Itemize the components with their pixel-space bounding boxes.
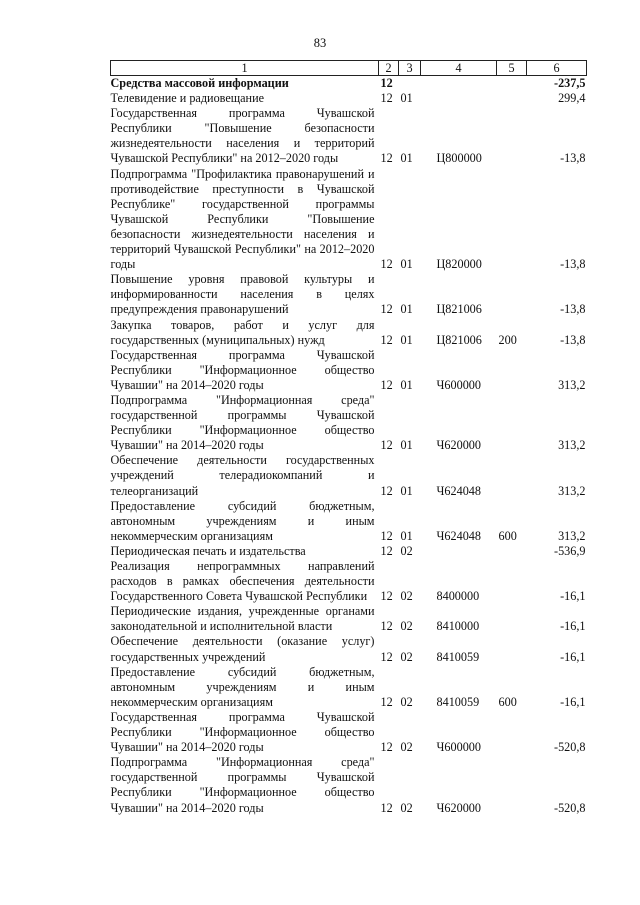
item-name: Обеспечение деятельности государственных учреждений телерадиокомпаний и телеорганизаций (110, 453, 375, 498)
table-row (111, 167, 587, 273)
target-article-code: Ц820000 (436, 257, 482, 272)
table-row (111, 710, 587, 755)
section-code: 12 (380, 619, 393, 634)
section-code: 12 (380, 740, 393, 755)
item-name: Подпрограмма "Информационная среда" государственной программы Чувашской Республики "Информационное общество Чувашии" на 2014–2020 годы (110, 392, 375, 453)
section-code: 12 (380, 76, 393, 90)
table-row (111, 106, 587, 166)
subsection-code: 02 (400, 800, 413, 815)
table-body (111, 76, 587, 816)
subsection-code: 02 (400, 694, 413, 709)
target-article-code: 8410059 (436, 649, 480, 664)
item-name: Средства массовой информации (110, 76, 289, 90)
subsection-code (399, 76, 421, 92)
subsection-code: 01 (400, 377, 413, 392)
expense-type-code (497, 393, 527, 453)
amount-value: -16,1 (560, 619, 586, 634)
subsection-code: 02 (400, 589, 413, 604)
amount-value: 313,2 (558, 377, 586, 392)
expense-type-code (497, 634, 527, 664)
expense-type-code (497, 272, 527, 317)
expense-type-code (497, 348, 527, 393)
expense-type-code (497, 453, 527, 498)
subsection-code: 02 (400, 543, 413, 558)
section-code: 12 (380, 377, 393, 392)
target-article-code: Ч620000 (436, 800, 481, 815)
table-row (111, 544, 587, 559)
expense-type-code (497, 76, 527, 92)
item-name: Обеспечение деятельности (оказание услуг) государственных учреждений (110, 634, 375, 664)
amount-value: -16,1 (560, 649, 586, 664)
amount-value: 313,2 (558, 438, 586, 453)
target-article-code: 8410000 (436, 619, 480, 634)
table-row (111, 91, 587, 106)
table-row (111, 755, 587, 815)
table-row (111, 604, 587, 634)
section-code: 12 (380, 528, 393, 543)
subsection-code: 02 (400, 649, 413, 664)
target-article-code: Ц800000 (436, 151, 482, 166)
page-number: 83 (313, 36, 327, 50)
subsection-code: 01 (400, 483, 413, 498)
section-code: 12 (380, 483, 393, 498)
table-row (111, 272, 587, 317)
amount-value: -13,8 (560, 332, 586, 347)
table-row (111, 76, 587, 92)
section-code: 12 (380, 151, 393, 166)
table-row (111, 499, 587, 544)
table-header-row (111, 61, 587, 76)
target-article-code (421, 544, 497, 559)
target-article-code: Ц821006 (436, 332, 482, 347)
subsection-code: 01 (400, 528, 413, 543)
section-code: 12 (380, 91, 393, 106)
subsection-code: 01 (400, 91, 413, 106)
item-name: Закупка товаров, работ и услуг для государственных (муниципальных) нужд (110, 317, 375, 347)
subsection-code: 01 (400, 257, 413, 272)
expense-type-code: 600 (498, 528, 517, 543)
table-row (111, 453, 587, 498)
item-name: Подпрограмма "Профилактика правонарушений и противодействие преступности в Чувашской Республике" государственной программы Чувашской Республики "Повышение безопасности жизнедеятельности населения и территорий Чувашской Республики" на 2012–2020 годы (110, 166, 375, 272)
item-name: Периодические издания, учрежденные органами законодательной и исполнительной власти (110, 604, 375, 634)
column-header: 1 (111, 61, 379, 76)
target-article-code (421, 76, 497, 92)
target-article-code: Ц821006 (436, 302, 482, 317)
table-row (111, 665, 587, 710)
column-header: 2 (379, 61, 399, 76)
expense-type-code (497, 710, 527, 755)
section-code: 12 (380, 257, 393, 272)
section-code: 12 (380, 649, 393, 664)
column-header: 5 (497, 61, 527, 76)
item-name: Реализация непрограммных направлений расходов в рамках обеспечения деятельности Государственного Совета Чувашской Республики (110, 559, 375, 604)
amount-value: -16,1 (560, 589, 586, 604)
table-row (111, 348, 587, 393)
target-article-code: 8410059 (436, 694, 480, 709)
section-code: 12 (380, 589, 393, 604)
expense-type-code (497, 167, 527, 273)
expense-type-code (497, 559, 527, 604)
expense-type-code: 600 (498, 694, 517, 709)
expense-type-code: 200 (498, 332, 517, 347)
subsection-code: 02 (400, 740, 413, 755)
target-article-code: Ч624048 (436, 528, 481, 543)
item-name: Предоставление субсидий бюджетным, автономным учреждениям и иным некоммерческим организациям (110, 498, 375, 543)
section-code: 12 (380, 800, 393, 815)
column-header: 6 (527, 61, 587, 76)
amount-value: -536,9 (554, 543, 586, 558)
amount-value: 299,4 (558, 91, 586, 106)
subsection-code: 02 (400, 619, 413, 634)
table-row (111, 559, 587, 604)
item-name: Государственная программа Чувашской Республики "Информационное общество Чувашии" на 2014–2020 годы (110, 709, 375, 755)
amount-value: -13,8 (560, 257, 586, 272)
amount-value: -13,8 (560, 302, 586, 317)
target-article-code: Ч600000 (436, 377, 481, 392)
budget-table (110, 60, 587, 816)
target-article-code (421, 91, 497, 106)
subsection-code: 01 (400, 302, 413, 317)
section-code: 12 (380, 438, 393, 453)
item-name: Предоставление субсидий бюджетным, автономным учреждениям и иным некоммерческим организациям (110, 664, 375, 709)
section-code: 12 (380, 332, 393, 347)
item-name: Подпрограмма "Информационная среда" государственной программы Чувашской Республики "Информационное общество Чувашии" на 2014–2020 годы (110, 755, 375, 815)
item-name: Повышение уровня правовой культуры и информированности населения в целях предупреждения правонарушений (110, 272, 375, 317)
amount-value: -520,8 (554, 740, 586, 755)
table-row (111, 393, 587, 453)
amount-value: -520,8 (554, 800, 586, 815)
column-header: 4 (421, 61, 497, 76)
expense-type-code (497, 755, 527, 815)
target-article-code: 8400000 (436, 589, 480, 604)
subsection-code: 01 (400, 438, 413, 453)
subsection-code: 01 (400, 332, 413, 347)
target-article-code: Ч600000 (436, 740, 481, 755)
expense-type-code (497, 544, 527, 559)
table-row (111, 634, 587, 664)
item-name: Телевидение и радиовещание (110, 91, 264, 106)
amount-value: 313,2 (558, 483, 586, 498)
amount-value: -237,5 (554, 76, 586, 90)
column-header: 3 (399, 61, 421, 76)
amount-value: -13,8 (560, 151, 586, 166)
subsection-code: 01 (400, 151, 413, 166)
amount-value: 313,2 (558, 528, 586, 543)
item-name: Государственная программа Чувашской Республики "Повышение безопасности жизнедеятельности населения и территорий Чувашской Республики" на 2012–2020 годы (110, 106, 375, 166)
section-code: 12 (380, 543, 393, 558)
expense-type-code (497, 604, 527, 634)
amount-value: -16,1 (560, 694, 586, 709)
target-article-code: Ч620000 (436, 438, 481, 453)
section-code: 12 (380, 302, 393, 317)
table-row (111, 318, 587, 348)
item-name: Периодическая печать и издательства (110, 543, 306, 558)
expense-type-code (497, 91, 527, 106)
item-name: Государственная программа Чувашской Республики "Информационное общество Чувашии" на 2014–2020 годы (110, 347, 375, 392)
section-code: 12 (380, 694, 393, 709)
target-article-code: Ч624048 (436, 483, 481, 498)
expense-type-code (497, 106, 527, 166)
